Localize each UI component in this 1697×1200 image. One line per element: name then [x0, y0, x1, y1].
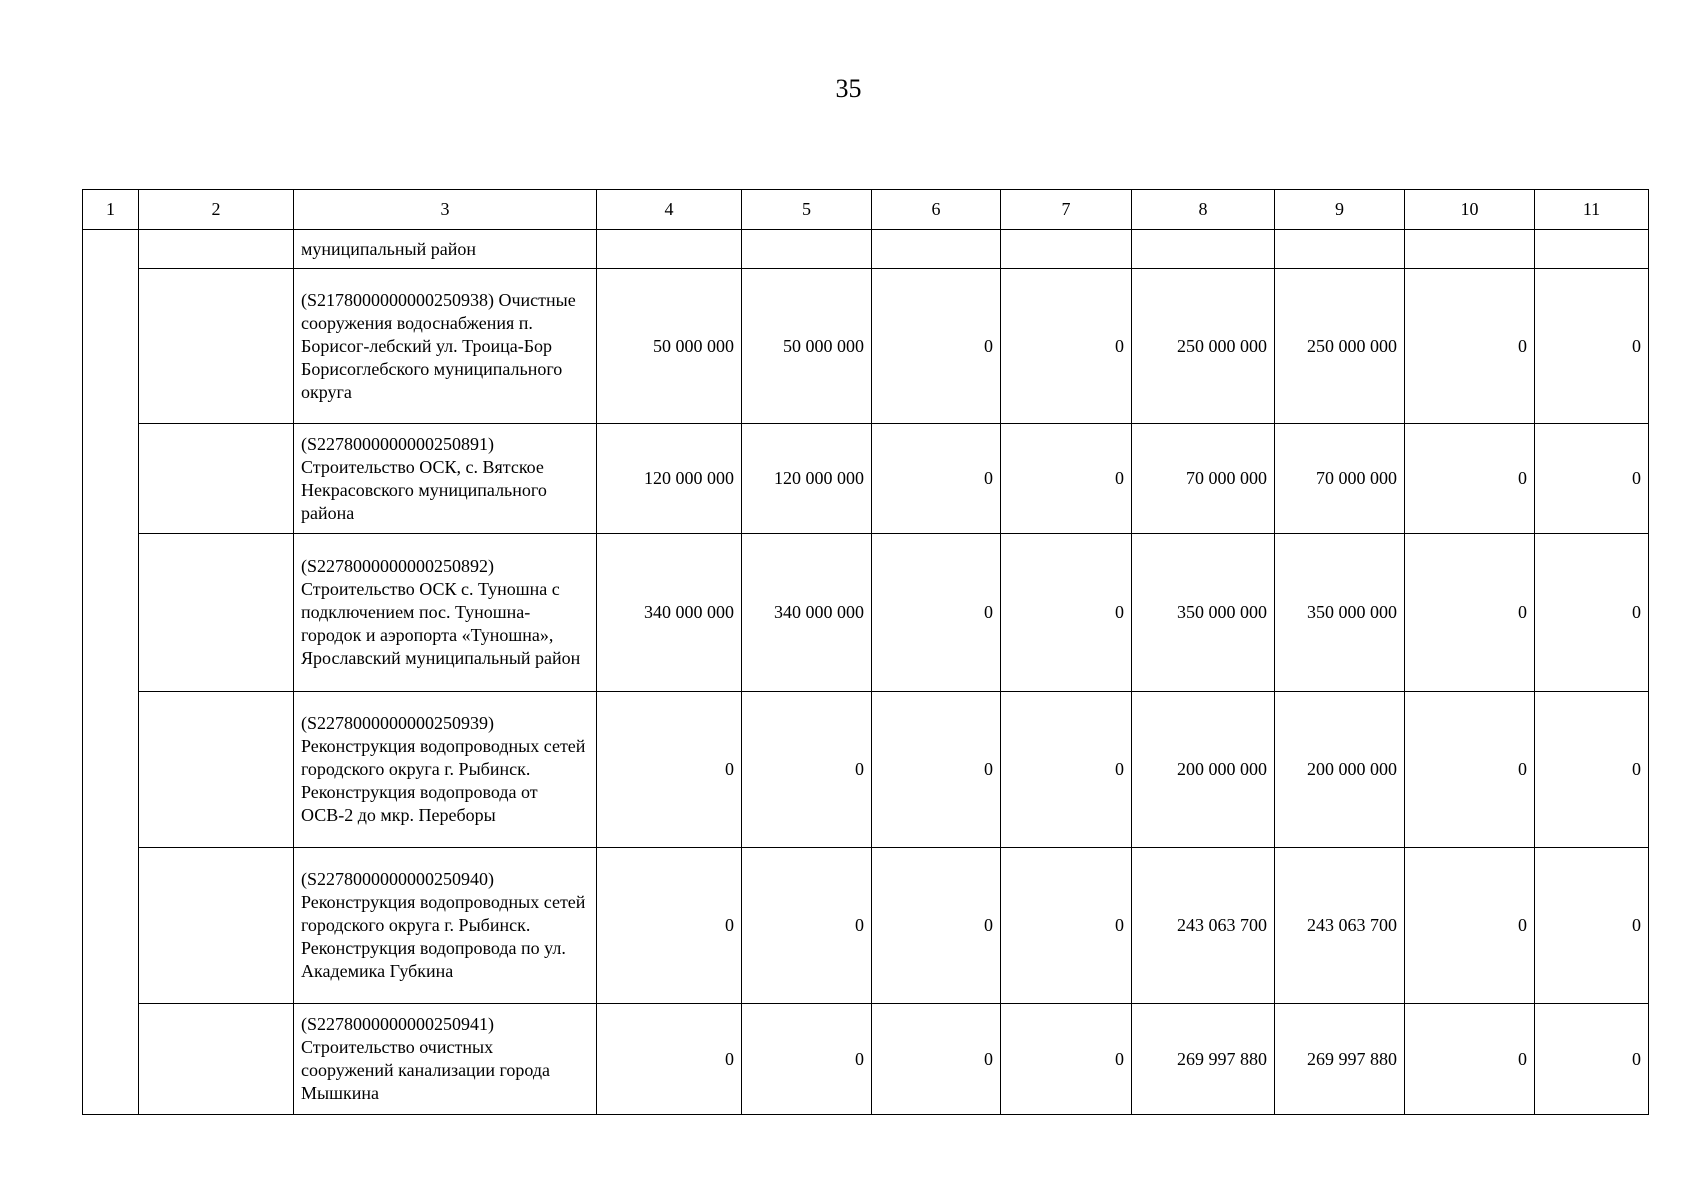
value-cell: 0	[1001, 534, 1132, 692]
table-row	[83, 1004, 1649, 1115]
column-header: 5	[742, 190, 872, 230]
value-cell: 0	[1405, 692, 1535, 848]
value-cell: 50 000 000	[742, 269, 872, 424]
value-cell: 243 063 700	[1132, 848, 1275, 1004]
header-row	[83, 190, 1649, 230]
column-header: 7	[1001, 190, 1132, 230]
row-description: муниципальный район	[294, 230, 597, 269]
table-cell	[139, 269, 294, 424]
table-cell	[1275, 230, 1405, 269]
table-cell	[742, 230, 872, 269]
table-row	[83, 692, 1649, 848]
row-description: (S2178000000000250938) Очистные сооружения водоснабжения п. Борисог-лебский ул. Троица-Бор Борисоглебского муниципального округа	[294, 269, 597, 424]
value-cell: 0	[872, 534, 1001, 692]
value-cell: 70 000 000	[1275, 424, 1405, 534]
table-cell	[139, 1004, 294, 1115]
table-cell	[139, 424, 294, 534]
table-cell	[139, 692, 294, 848]
value-cell: 250 000 000	[1275, 269, 1405, 424]
value-cell: 0	[742, 1004, 872, 1115]
table-cell	[83, 230, 139, 1115]
table-cell	[139, 230, 294, 269]
table-row	[83, 230, 1649, 269]
value-cell: 0	[872, 692, 1001, 848]
table-row	[83, 424, 1649, 534]
value-cell: 120 000 000	[742, 424, 872, 534]
value-cell: 0	[1001, 692, 1132, 848]
column-header: 4	[597, 190, 742, 230]
value-cell: 0	[872, 269, 1001, 424]
value-cell: 340 000 000	[742, 534, 872, 692]
column-header: 9	[1275, 190, 1405, 230]
row-description: (S2278000000000250892) Строительство ОСК с. Туношна с подключением пос. Туношна-городок и аэропорта «Туношна», Ярославский муниципальный район	[294, 534, 597, 692]
column-header: 1	[83, 190, 139, 230]
value-cell: 200 000 000	[1132, 692, 1275, 848]
value-cell: 340 000 000	[597, 534, 742, 692]
value-cell: 0	[1001, 269, 1132, 424]
row-description: (S2278000000000250939) Реконструкция водопроводных сетей городского округа г. Рыбинск. Реконструкция водопровода от ОСВ-2 до мкр. Переборы	[294, 692, 597, 848]
value-cell: 0	[742, 848, 872, 1004]
column-header: 8	[1132, 190, 1275, 230]
row-description: (S2278000000000250891) Строительство ОСК, с. Вятское Некрасовского муниципального района	[294, 424, 597, 534]
table-cell	[872, 230, 1001, 269]
value-cell: 0	[597, 692, 742, 848]
value-cell: 0	[1405, 534, 1535, 692]
value-cell: 0	[1001, 424, 1132, 534]
value-cell: 269 997 880	[1275, 1004, 1405, 1115]
value-cell: 250 000 000	[1132, 269, 1275, 424]
value-cell: 243 063 700	[1275, 848, 1405, 1004]
value-cell: 0	[1001, 1004, 1132, 1115]
value-cell: 0	[1535, 269, 1649, 424]
column-header: 6	[872, 190, 1001, 230]
value-cell: 0	[1535, 692, 1649, 848]
value-cell: 0	[1535, 1004, 1649, 1115]
value-cell: 0	[1405, 848, 1535, 1004]
table-cell	[139, 848, 294, 1004]
table-cell	[139, 534, 294, 692]
table-cell	[1535, 230, 1649, 269]
value-cell: 0	[872, 848, 1001, 1004]
table-cell	[1132, 230, 1275, 269]
value-cell: 350 000 000	[1132, 534, 1275, 692]
value-cell: 0	[1405, 424, 1535, 534]
value-cell: 269 997 880	[1132, 1004, 1275, 1115]
column-header: 10	[1405, 190, 1535, 230]
budget-table	[82, 189, 1649, 1115]
row-description: (S2278000000000250940) Реконструкция водопроводных сетей городского округа г. Рыбинск. Реконструкция водопровода по ул. Академика Губкина	[294, 848, 597, 1004]
value-cell: 0	[1535, 534, 1649, 692]
value-cell: 0	[1001, 848, 1132, 1004]
column-header: 2	[139, 190, 294, 230]
row-description: (S2278000000000250941) Строительство очистных сооружений канализации города Мышкина	[294, 1004, 597, 1115]
table-row	[83, 534, 1649, 692]
value-cell: 0	[597, 848, 742, 1004]
page-number: 35	[835, 74, 862, 103]
value-cell: 0	[742, 692, 872, 848]
table-cell	[1405, 230, 1535, 269]
table-cell	[1001, 230, 1132, 269]
value-cell: 0	[1405, 1004, 1535, 1115]
value-cell: 50 000 000	[597, 269, 742, 424]
table-row	[83, 269, 1649, 424]
value-cell: 0	[1405, 269, 1535, 424]
value-cell: 0	[872, 1004, 1001, 1115]
value-cell: 0	[597, 1004, 742, 1115]
table-cell	[597, 230, 742, 269]
column-header: 11	[1535, 190, 1649, 230]
value-cell: 0	[872, 424, 1001, 534]
value-cell: 70 000 000	[1132, 424, 1275, 534]
column-header: 3	[294, 190, 597, 230]
value-cell: 0	[1535, 424, 1649, 534]
value-cell: 350 000 000	[1275, 534, 1405, 692]
value-cell: 120 000 000	[597, 424, 742, 534]
value-cell: 200 000 000	[1275, 692, 1405, 848]
value-cell: 0	[1535, 848, 1649, 1004]
table-row	[83, 848, 1649, 1004]
